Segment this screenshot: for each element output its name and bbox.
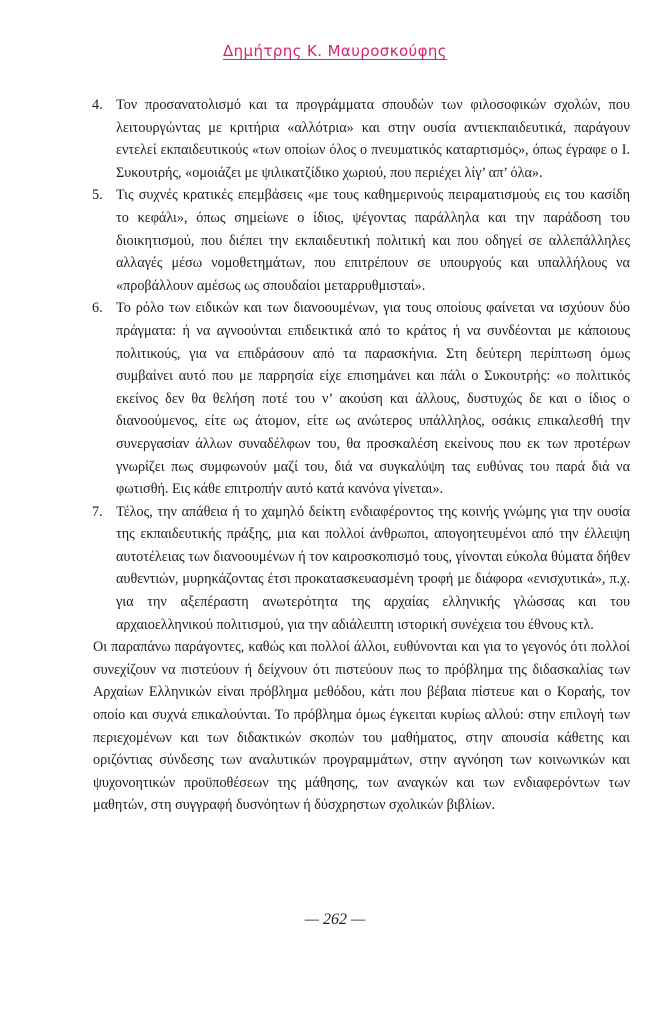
list-item-number: 7. xyxy=(92,503,103,520)
list-item xyxy=(93,94,630,184)
list-item-number: 5. xyxy=(92,187,103,204)
list-item xyxy=(93,297,630,500)
body-text xyxy=(93,94,630,817)
list-item-number: 6. xyxy=(92,300,103,317)
running-header xyxy=(0,42,670,60)
list-item xyxy=(93,184,630,297)
list-item-text: Το ρόλο των ειδικών και των διανοουμένων, για τους οποίους φαίνεται να ισχύουν δύο πράγματα: ή να αγνοούνται επιδεικτικά από το κράτος ή να συνδέονται με κάποιους πολιτικούς, για να επιδράσουν από τα παρασκήνια. Στη δεύτερη περίπτωση όμως συμβαίνει αυτό που με παρρησία είχε επισημάνει και πάλι ο Συκουτρής: «ο πολιτικός εκείνος δεν θα θελήση ποτέ του ν’ ακούση και άλλους, δυστυχώς δε και ο ίδιος ο διανοούμενος, είτε ως άτομον, είτε ως ανώτερος υπάλληλος, οσάκις επικαλεσθή την συνεργασίαν άλλων συναδέλφων του, θα προσκαλέση εκείνους που εκ των προτέρων γνωρίζει πως συμφωνούν μαζί του, διά να συγκαλύψη τας ευθύνας του παρά διά να φωτισθή. Εις κάθε επιτροπήν αυτό κατά κανόνα γίνεται». xyxy=(116,300,630,498)
list-item-text: Τέλος, την απάθεια ή το χαμηλό δείκτη ενδιαφέροντος της κοινής γνώμης για την ουσία της εκπαιδευτικής πράξης, μια και πολλοί άνθρωποι, απογοητευμένοι από την έλλειψη αυτοτέλειας των διανοουμένων ή τον καιροσκοπισμό τους, γίνονται εύκολα θύματα δήθεν αυθεντιών, μυρηκάζοντας έτσι προκατασκευασμένη τροφή με διάφορα «ενισχυτικά», π.χ. για την αξεπέραστη ανωτερότητα της αρχαίας ελληνικής γλώσσας και του αρχαιοελληνικού πολιτισμού, για την αδιάλειπτη ιστορική συνέχεια του έθνους κτλ. xyxy=(116,503,630,633)
list-item xyxy=(93,501,630,637)
list-item-number: 4. xyxy=(92,97,103,113)
list-item-text: Τις συχνές κρατικές επεμβάσεις «με τους καθημερινούς πειραματισμούς εις του κασίδη το κεφάλι», όπως σημείωνε ο ίδιος, ψέγοντας παράλληλα και την παράδοση του διοικητισμού, που διέπει την εκπαιδευτική πολιτική και που οδηγεί σε αλλεπάλληλες αλλαγές μέσω νομοθετημάτων, που επιτρέπουν σε υπουργούς και υπαλλήλους να «προβάλλουν αμέσως ως σπουδαίοι μεταρρυθμισταί». xyxy=(116,187,630,294)
list-item-text: Τον προσανατολισμό και τα προγράμματα σπουδών των φιλοσοφικών σχολών, που λειτουργώντας με κριτήρια «αλλότρια» και στην ουσία αντιεκπαιδευτικά, παράγουν εντελεί εκπαιδευτικούς «των οποίων όλος ο πνευματικός καταρτισμός», όπως έγραφε ο Ι. Συκουτρής, «ομοιάζει με ψιλικατζίδικο χωριού, που περιέχει λίγ’ απ’ όλα». xyxy=(116,97,630,181)
page-number: — 262 — xyxy=(304,911,366,928)
running-header-title: Δημήτρης Κ. Μαυροσκούφης xyxy=(222,42,448,60)
closing-paragraph: Οι παραπάνω παράγοντες, καθώς και πολλοί άλλοι, ευθύνονται και για το γεγονός ότι πολλοί συνεχίζουν να πιστεύουν ή δείχνουν ότι πιστεύουν πως το πρόβλημα της διδασκαλίας των Αρχαίων Ελληνικών είναι πρόβλημα μεθόδου, κάτι που βέβαια πίστευε και ο Κοραής, τον οποίο και συχνά επικαλούνται. Το πρόβλημα όμως έγκειται κυρίως αλλού: στην επιλογή των περιεχομένων και των διδακτικών σκοπών του μαθήματος, στην απουσία κάθετης και οριζόντιας σύνδεσης των αναλυτικών προγραμμάτων, στην αγνόηση των κοινωνικών και ψυχονοητικών προϋποθέσεων της μάθησης, των αναγκών και των ενδιαφερόντων των μαθητών, στη συγγραφή δυσνόητων ή δύσχρηστων σχολικών βιβλίων. xyxy=(93,639,630,814)
